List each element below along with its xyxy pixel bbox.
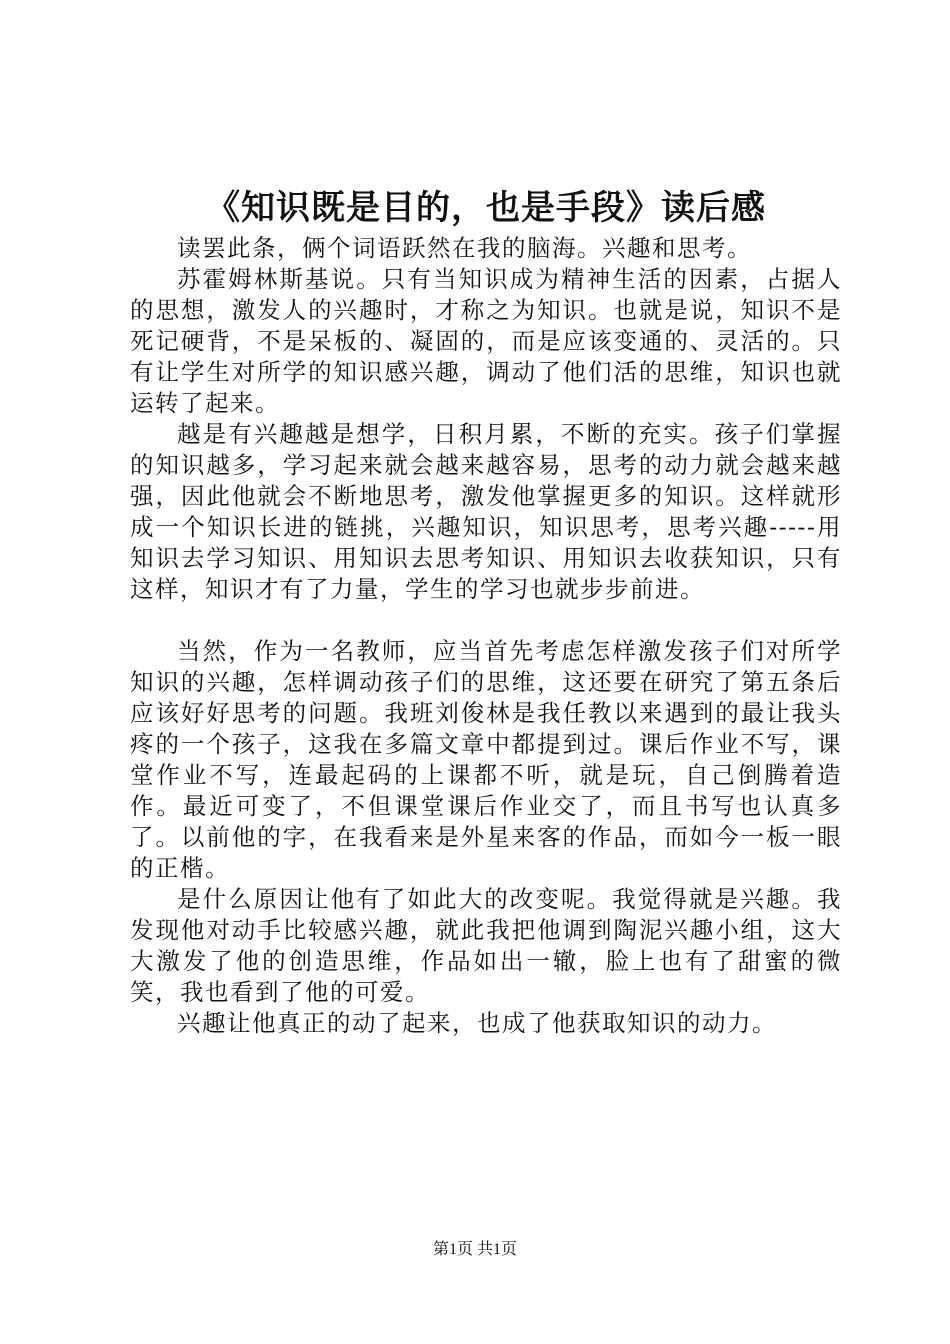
paragraph-3: 越是有兴趣越是想学，日积月累，不断的充实。孩子们掌握的知识越多，学习起来就会越来越容易，思考的动力就会越来越强，因此他就会不断地思考，激发他掌握更多的知识。这样就形成一个知识长进的链挑，兴趣知识，知识思考，思考兴趣-----用知识去学习知识、用知识去思考知识、用知识去收获知识，只有这样，知识才有了力量，学生的学习也就步步前进。 (130, 420, 842, 603)
paragraph-4: 当然，作为一名教师，应当首先考虑怎样激发孩子们对所学知识的兴趣，怎样调动孩子们的思维，这还要在研究了第五条后应该好好思考的问题。我班刘俊林是我任教以来遇到的最让我头疼的一个孩子，这我在多篇文章中都提到过。课后作业不写，课堂作业不写，连最起码的上课都不听，就是玩，自己倒腾着造作。最近可变了，不但课堂课后作业交了，而且书写也认真多了。以前他的字，在我看来是外星来客的作品，而如今一板一眼的正楷。 (130, 637, 842, 882)
paragraph-5: 是什么原因让他有了如此大的改变呢。我觉得就是兴趣。我发现他对动手比较感兴趣，就此我把他调到陶泥兴趣小组，这大大激发了他的创造思维，作品如出一辙，脸上也有了甜蜜的微笑，我也看到了他的可爱。 (130, 885, 842, 1006)
paragraph-1: 读罢此条，俩个词语跃然在我的脑海。兴趣和思考。 (177, 234, 752, 262)
document-title: 《知识既是目的，也是手段》读后感 (206, 188, 766, 228)
paragraph-2: 苏霍姆林斯基说。只有当知识成为精神生活的因素，占据人的思想，激发人的兴趣时，才称之为知识。也就是说，知识不是死记硬背，不是呆板的、凝固的，而是应该变通的、灵活的。只有让学生对所学的知识感兴趣，调动了他们活的思维，知识也就运转了起来。 (130, 265, 842, 417)
paragraph-spacer (130, 605, 842, 636)
document-body (130, 233, 842, 1039)
page-number-footer: 第1页 共1页 (432, 1241, 517, 1258)
paragraph-6: 兴趣让他真正的动了起来，也成了他获取知识的动力。 (177, 1009, 777, 1037)
